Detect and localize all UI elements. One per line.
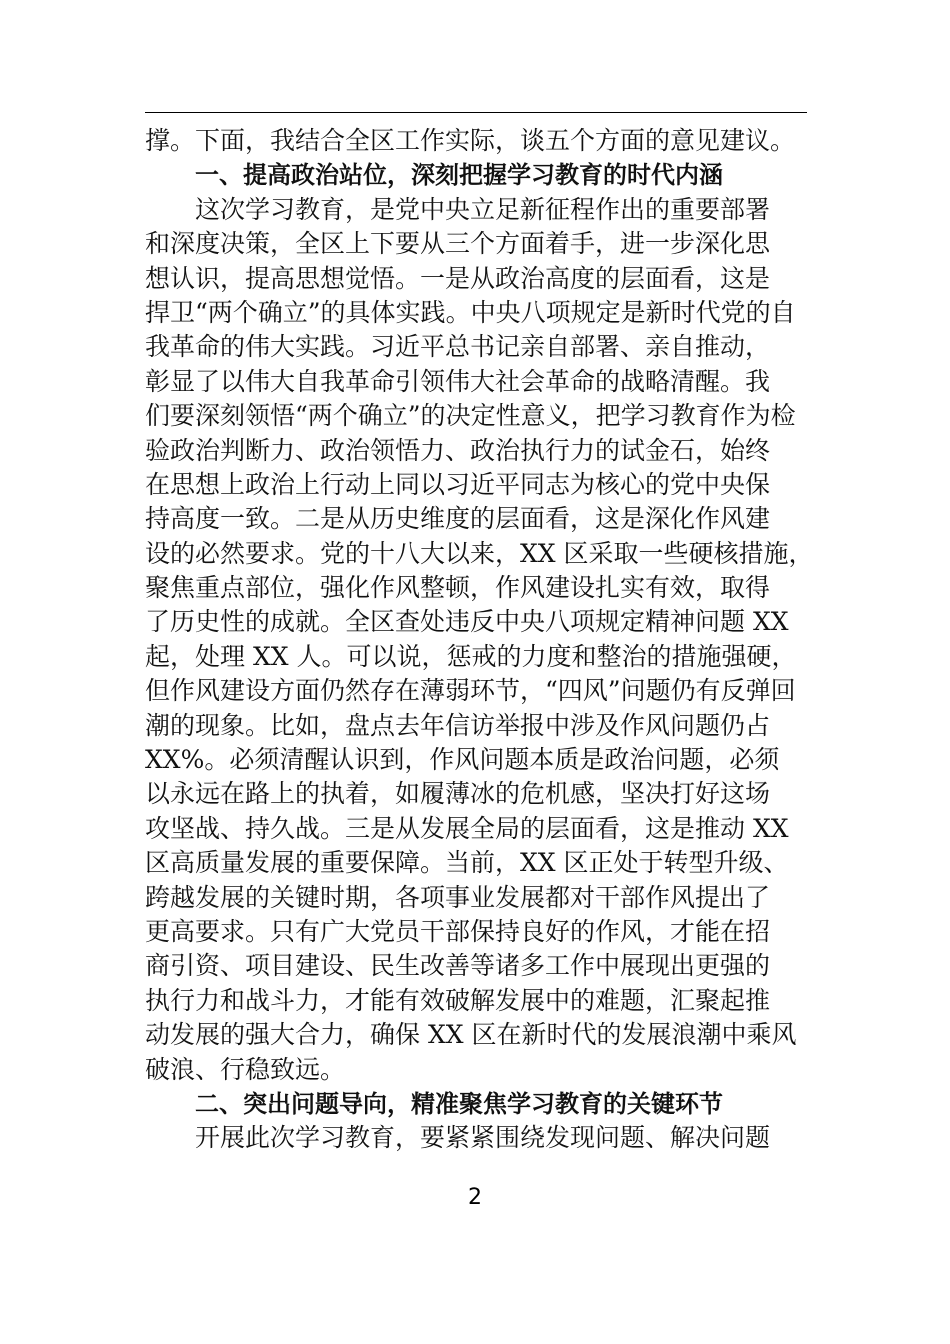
text-line: 持高度一致。二是从历史维度的层面看，这是深化作风建 bbox=[145, 504, 771, 534]
text-line: 在思想上政治上行动上同以习近平同志为核心的党中央保 bbox=[145, 469, 771, 499]
text-line: XX%。必须清醒认识到，作风问题本质是政治问题，必须 bbox=[145, 745, 780, 775]
text-line: 验政治判断力、政治领悟力、政治执行力的试金石，始终 bbox=[145, 435, 771, 465]
text-line: 但作风建设方面仍然存在薄弱环节，“四风”问题仍有反弹回 bbox=[145, 676, 796, 706]
text-line: 们要深刻领悟“两个确立”的决定性意义，把学习教育作为检 bbox=[145, 401, 796, 431]
text-line: 我革命的伟大实践。习近平总书记亲自部署、亲自推动， bbox=[145, 332, 771, 362]
text-line: 动发展的强大合力，确保 XX 区在新时代的发展浪潮中乘风 bbox=[145, 1020, 797, 1050]
text-line: 攻坚战、持久战。三是从发展全局的层面看，这是推动 XX bbox=[145, 813, 789, 843]
paragraph-start: 这次学习教育，是党中央立足新征程作出的重要部署 bbox=[195, 194, 771, 224]
text-line: 以永远在路上的执着，如履薄冰的危机感，坚决打好这场 bbox=[145, 779, 771, 809]
text-line: 聚焦重点部位，强化作风整顿，作风建设扎实有效，取得 bbox=[145, 573, 771, 603]
text-line: 和深度决策，全区上下要从三个方面着手，进一步深化思 bbox=[145, 229, 771, 259]
section-heading-1: 一、提高政治站位，深刻把握学习教育的时代内涵 bbox=[195, 161, 723, 190]
text-line: 商引资、项目建设、民生改善等诸多工作中展现出更强的 bbox=[145, 951, 771, 981]
text-line: 跨越发展的关键时期，各项事业发展都对干部作风提出了 bbox=[145, 882, 771, 912]
text-line: 更高要求。只有广大党员干部保持良好的作风，才能在招 bbox=[145, 916, 771, 946]
text-line: 了历史性的成就。全区查处违反中央八项规定精神问题 XX bbox=[145, 607, 789, 637]
document-body bbox=[145, 124, 835, 1156]
text-line: 区高质量发展的重要保障。当前，XX 区正处于转型升级、 bbox=[145, 848, 789, 878]
text-line: 捍卫“两个确立”的具体实践。中央八项规定是新时代党的自 bbox=[145, 297, 796, 327]
text-line: 设的必然要求。党的十八大以来，XX 区采取一些硬核措施， bbox=[145, 538, 814, 568]
text-line: 彰显了以伟大自我革命引领伟大社会革命的战略清醒。我 bbox=[145, 366, 771, 396]
text-line: 起，处理 XX 人。可以说，惩戒的力度和整治的措施强硬， bbox=[145, 641, 797, 671]
section-heading-2: 二、突出问题导向，精准聚焦学习教育的关键环节 bbox=[195, 1089, 723, 1118]
text-line: 潮的现象。比如，盘点去年信访举报中涉及作风问题仍占 bbox=[145, 710, 771, 740]
text-line: 执行力和战斗力，才能有效破解发展中的难题，汇聚起推 bbox=[145, 985, 771, 1015]
page-number: 2 bbox=[468, 1185, 482, 1210]
paragraph-start: 开展此次学习教育，要紧紧围绕发现问题、解决问题 bbox=[195, 1123, 771, 1153]
text-line: 撑。下面，我结合全区工作实际，谈五个方面的意见建议。 bbox=[145, 126, 796, 155]
header-rule bbox=[145, 112, 807, 113]
text-line: 破浪、行稳致远。 bbox=[145, 1054, 346, 1084]
text-line: 想认识，提高思想觉悟。一是从政治高度的层面看，这是 bbox=[145, 263, 771, 293]
